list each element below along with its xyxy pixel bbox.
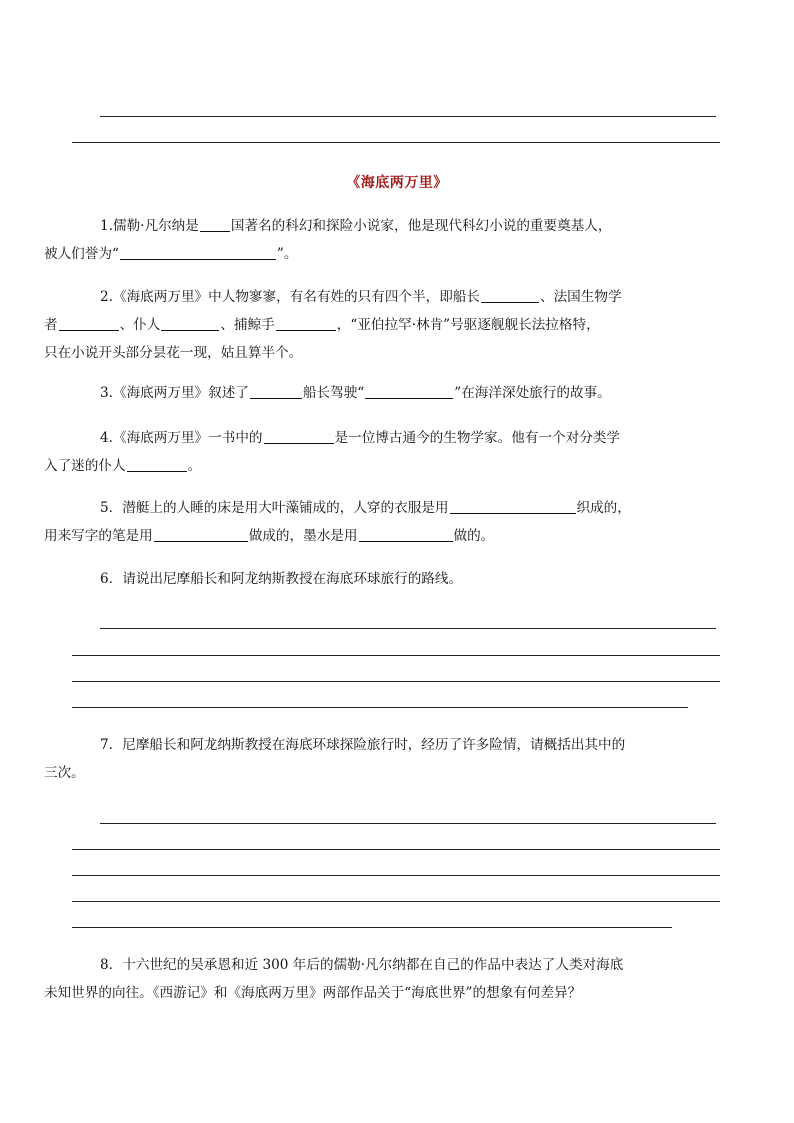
q1-text-a: 1.儒勒·凡尔纳是	[100, 218, 199, 234]
answer-line	[72, 655, 720, 656]
q2-text-g: 只在小说开头部分昙花一现，姑且算半个。	[44, 345, 303, 361]
question-6	[72, 565, 722, 593]
q4-text-a: 4.《海底两万里》一书中的	[100, 430, 263, 446]
q2-text-b: 、法国生物学	[540, 289, 622, 305]
fill-blank[interactable]	[127, 457, 187, 472]
answer-line	[100, 823, 716, 824]
fill-blank[interactable]	[264, 429, 334, 444]
fill-blank[interactable]	[161, 316, 219, 331]
q4-text-b: 是一位博古通今的生物学家。他有一个对分类学	[334, 430, 620, 446]
q2-text-a: 2.《海底两万里》中人物寥寥，有名有姓的只有四个半，即船长	[100, 289, 480, 305]
q2-text-f: ，“亚伯拉罕·林肯”号驱逐舰舰长法拉格特，	[336, 317, 600, 333]
question-3	[72, 379, 722, 407]
q3-text-a: 3.《海底两万里》叙述了	[100, 385, 249, 401]
answer-line	[72, 142, 720, 143]
q1-text-b: 国著名的科幻和探险小说家，他是现代科幻小说的重要奠基人，	[230, 218, 612, 234]
question-8	[44, 951, 722, 1007]
q2-text-c: 者	[44, 317, 58, 333]
section-title: 《海底两万里》	[346, 175, 448, 191]
question-5	[44, 494, 722, 550]
q1-text-d: ”。	[276, 246, 298, 262]
answer-line	[100, 628, 716, 629]
question-2	[44, 283, 722, 367]
q7-text-b: 三次。	[44, 765, 85, 781]
fill-blank[interactable]	[450, 499, 576, 514]
fill-blank[interactable]	[250, 384, 302, 399]
q2-text-d: 、仆人	[119, 317, 161, 333]
fill-blank[interactable]	[359, 527, 453, 542]
q2-text-e: 、捕鲸手	[220, 317, 275, 333]
answer-line	[72, 875, 720, 876]
q4-text-d: 。	[187, 458, 202, 474]
fill-blank[interactable]	[276, 316, 336, 331]
fill-blank[interactable]	[481, 288, 539, 303]
question-7	[44, 731, 722, 787]
answer-line	[72, 849, 720, 850]
question-1	[44, 212, 722, 268]
q5-text-a: 5．潜艇上的人睡的床是用大叶藻铺成的，人穿的衣服是用	[100, 500, 449, 516]
fill-blank[interactable]	[365, 384, 453, 399]
q4-text-c: 入了迷的仆人	[44, 458, 126, 474]
q3-text-c: ”在海洋深处旅行的故事。	[454, 385, 611, 401]
q1-text-c: 被人们誉为“	[44, 246, 119, 262]
answer-line	[72, 681, 720, 682]
fill-blank[interactable]	[120, 245, 276, 260]
q5-text-b: 织成的，	[576, 500, 631, 516]
q5-text-d: 做成的，墨水是用	[248, 528, 358, 544]
answer-line	[72, 707, 688, 708]
question-4	[44, 424, 722, 480]
fill-blank[interactable]	[154, 527, 248, 542]
answer-line	[72, 927, 672, 928]
answer-line	[72, 901, 720, 902]
q5-text-e: 做的。	[453, 528, 495, 544]
q6-text: 6．请说出尼摩船长和阿龙纳斯教授在海底环球旅行的路线。	[100, 571, 463, 587]
q8-text-a: 8．十六世纪的吴承恩和近 300 年后的儒勒·凡尔纳都在自己的作品中表达了人类对海底	[100, 957, 624, 973]
q8-text-b: 未知世界的向往。《西游记》和《海底两万里》两部作品关于“海底世界”的想象有何差异？	[44, 985, 582, 1001]
answer-line	[100, 116, 716, 117]
fill-blank[interactable]	[59, 316, 119, 331]
fill-blank[interactable]	[200, 217, 230, 232]
q7-text-a: 7．尼摩船长和阿龙纳斯教授在海底环球探险旅行时，经历了许多险情，请概括出其中的	[100, 737, 626, 753]
q5-text-c: 用来写字的笔是用	[44, 528, 153, 544]
q3-text-b: 船长驾驶“	[302, 385, 365, 401]
